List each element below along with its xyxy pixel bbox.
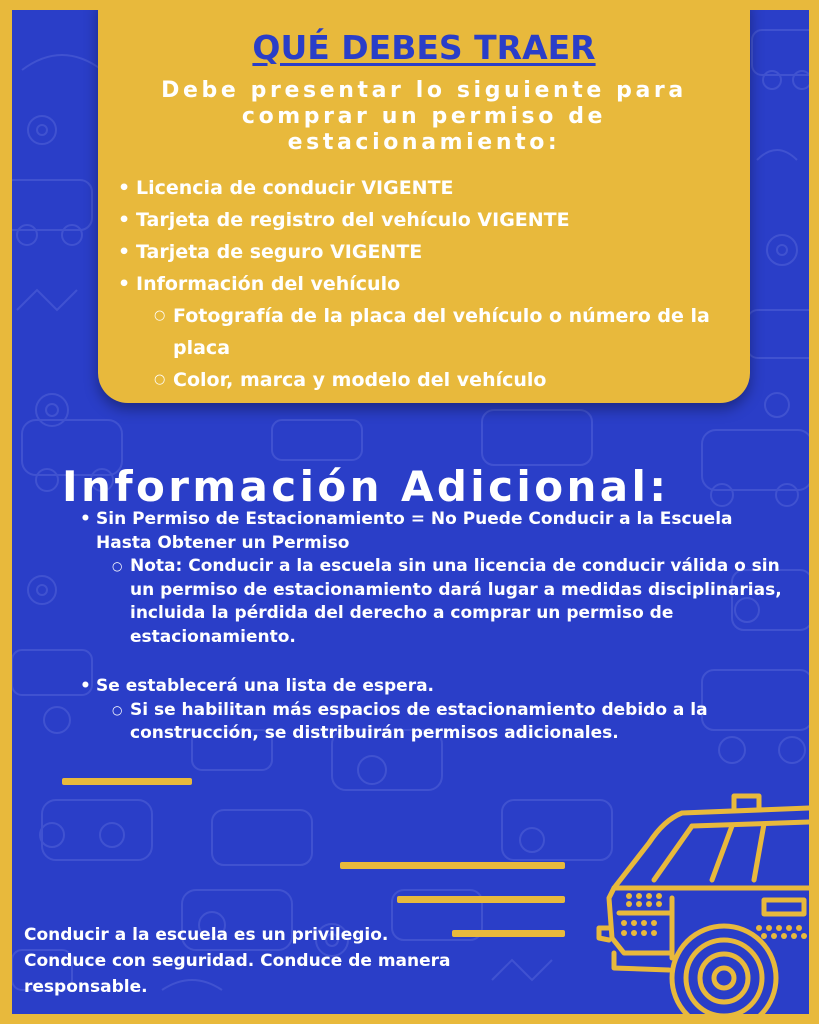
additional-info-title: Información Adicional: [62,462,670,511]
sublist-item: ○ Si se habilitan más espacios de estacionamiento debido a la construcción, se distribuirán permisos adicionales. [96,699,788,746]
requirements-list [116,172,736,396]
list-item-label: Información del vehículo [136,273,401,295]
sublist-item: ○ Nota: Conducir a la escuela sin una licencia de conducir válida o sin un permiso de estacionamiento dará lugar a medidas disciplinarias, incluida la pérdida del derecho a comprar un permiso de estacionamiento. [96,555,788,649]
sublist-item: ○ Color, marca y modelo del vehículo [136,364,736,396]
decorative-line [62,778,192,785]
info-sublist [96,699,788,746]
list-item [116,268,736,396]
decorative-line [340,862,565,869]
vehicle-info-sublist [136,300,736,396]
decorative-line [397,896,565,903]
list-item: • Licencia de conducir VIGENTE [116,172,736,204]
requirements-card [98,10,750,403]
list-item: • Tarjeta de registro del vehículo VIGENTE [116,204,736,236]
additional-info-list [78,508,788,746]
list-item-text: Se establecerá una lista de espera. [96,676,435,696]
info-sublist [96,555,788,649]
poster-canvas [12,10,809,1014]
sublist-item: ○ Fotografía de la placa del vehículo o número de la placa [136,300,736,364]
page-title: QUÉ DEBES TRAER [252,28,596,67]
car-illustration-icon [594,788,809,1014]
list-item-text: Sin Permiso de Estacionamiento = No Puede Conducir a la Escuela Hasta Obtener un Permiso [96,509,733,553]
card-subtitle: Debe presentar lo siguiente para comprar un permiso de estacionamiento: [161,78,687,155]
decorative-line [452,930,565,937]
list-item: • Tarjeta de seguro VIGENTE [116,236,736,268]
list-item [78,508,788,649]
footer-message: Conducir a la escuela es un privilegio. Conduce con seguridad. Conduce de manera responsable. [24,925,451,997]
list-item [78,675,788,746]
